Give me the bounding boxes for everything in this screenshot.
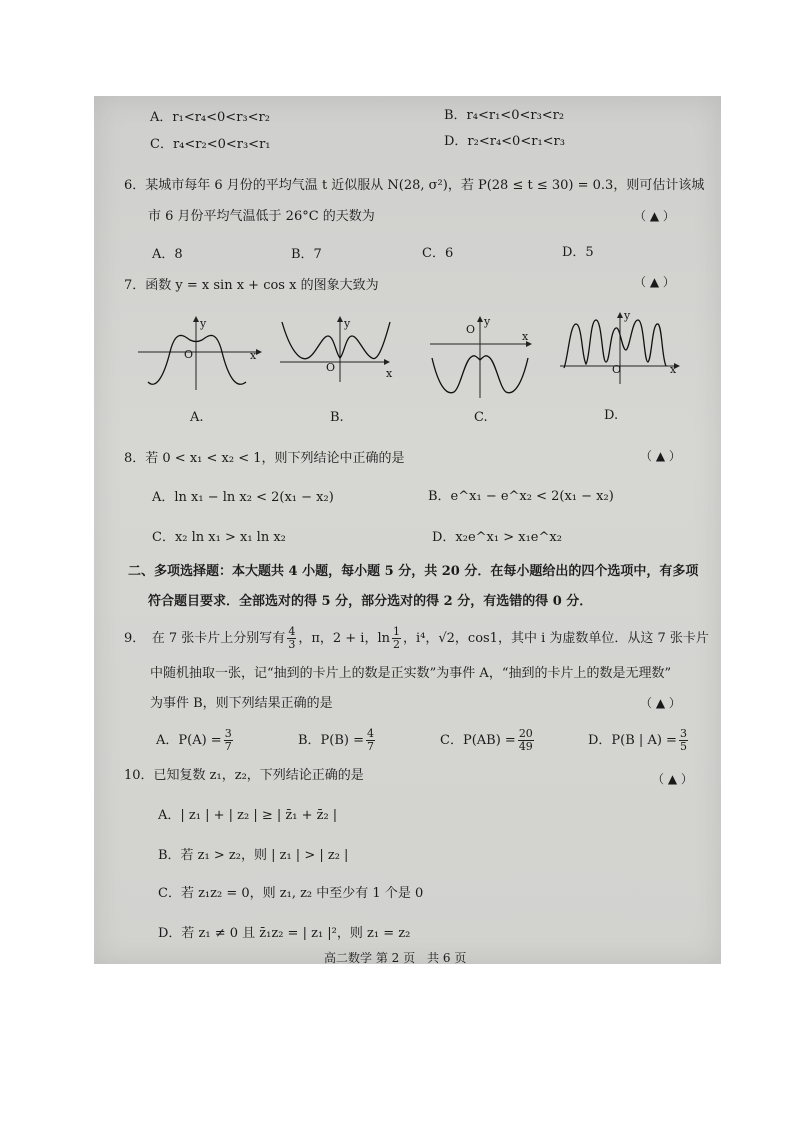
q9-b-prefix: B．P(B) =	[298, 733, 365, 748]
q7-graph-b	[280, 314, 392, 384]
q7-answer-mark: （ ▲ ）	[634, 275, 675, 289]
q7-c-x-label: x	[522, 330, 529, 343]
q9-answer-mark: （ ▲ ）	[640, 696, 681, 710]
q6-option-a: A．8	[152, 247, 183, 262]
section2-heading-line1: 二、多项选择题：本大题共 4 小题，每小题 5 分，共 20 分．在每小题给出的四个选项中，有多项	[128, 564, 699, 579]
graph-curve	[148, 335, 246, 384]
section2-heading-line2: 符合题目要求．全部选对的得 5 分，部分选对的得 2 分，有选错的得 0 分．	[148, 594, 593, 609]
q7-graph-c	[430, 314, 534, 400]
q9-stem-mid1: ，π，2 + i，ln	[298, 631, 390, 646]
q7-a-y-label: y	[200, 317, 207, 330]
denominator: 7	[367, 740, 375, 753]
q5-option-b: B．r₄<r₁<0<r₃<r₂	[444, 108, 565, 123]
q9-option-c	[440, 728, 536, 753]
numerator: 20	[518, 727, 533, 740]
q7-option-a-label: A.	[190, 410, 204, 425]
graph-curve	[282, 322, 390, 359]
q5-option-a: A．r₁<r₄<0<r₃<r₂	[150, 110, 270, 125]
q7-b-origin-label: O	[326, 361, 336, 374]
q8-option-a: A．ln x₁ − ln x₂ < 2(x₁ − x₂)	[152, 490, 334, 505]
denominator: 7	[224, 740, 232, 753]
q7-b-y-label: y	[344, 317, 351, 330]
y-arrow	[617, 312, 623, 318]
q6-option-b: B．7	[291, 247, 322, 262]
q7-stem: 7．函数 y = x sin x + cos x 的图象大致为	[124, 278, 379, 293]
graph-curve	[564, 320, 666, 368]
q7-option-b-label: B.	[330, 410, 344, 425]
q10-option-c: C．若 z₁z₂ = 0，则 z₁, z₂ 中至少有 1 个是 0	[158, 886, 424, 901]
q9-stem-line2: 中随机抽取一张，记“抽到的卡片上的数是正实数”为事件 A，“抽到的卡片上的数是无理数”	[150, 666, 672, 681]
q9-stem-pre: 9． 在 7 张卡片上分别写有	[124, 631, 286, 646]
y-arrow	[193, 316, 199, 322]
q9-stem-line1	[124, 626, 709, 651]
q10-option-d: D．若 z₁ ≠ 0 且 z̄₁z₂ = | z₁ |²，则 z₁ = z₂	[158, 926, 411, 941]
q8-answer-mark: （ ▲ ）	[640, 449, 681, 463]
q7-c-origin-label: O	[466, 323, 476, 336]
q7-option-c-label: C.	[474, 410, 488, 425]
denominator: 49	[518, 740, 533, 753]
q8-option-c: C．x₂ ln x₁ > x₁ ln x₂	[152, 530, 286, 545]
q7-c-y-label: y	[484, 315, 491, 328]
q5-option-c: C．r₄<r₂<0<r₃<r₁	[150, 137, 271, 152]
q9-c-prefix: C．P(AB) =	[440, 733, 516, 748]
q9-d-fraction	[679, 728, 688, 753]
numerator: 1	[392, 625, 400, 638]
q6-option-d: D．5	[562, 245, 594, 260]
denominator: 2	[392, 638, 400, 651]
q9-c-fraction	[518, 728, 534, 753]
q6-option-c: C．6	[422, 246, 454, 261]
q9-a-fraction	[224, 728, 233, 753]
q7-option-d-label: D.	[604, 408, 619, 423]
q10-stem: 10．已知复数 z₁，z₂，下列结论正确的是	[124, 768, 364, 783]
q7-graph-d	[560, 310, 684, 386]
numerator: 3	[679, 727, 687, 740]
q6-stem-line2: 市 6 月份平均气温低于 26°C 的天数为	[148, 209, 375, 224]
q10-answer-mark: （ ▲ ）	[652, 772, 693, 786]
q10-option-b: B．若 z₁ > z₂，则 | z₁ | > | z₂ |	[158, 848, 349, 863]
q9-stem-line3: 为事件 B，则下列结果正确的是	[150, 696, 333, 711]
q10-option-a: A．| z₁ | + | z₂ | ≥ | z̄₁ + z̄₂ |	[158, 808, 338, 823]
denominator: 5	[679, 740, 687, 753]
q7-a-x-label: x	[250, 349, 257, 362]
q7-d-x-label: x	[670, 363, 677, 376]
q9-fraction-1-2	[392, 626, 401, 651]
q8-option-b: B．e^x₁ − e^x₂ < 2(x₁ − x₂)	[428, 489, 614, 504]
q6-stem-line1: 6．某城市每年 6 月份的平均气温 t 近似服从 N(28, σ²)，若 P(28 ≤ t ≤ 30) = 0.3，则可估计该城	[124, 178, 705, 193]
q9-option-d	[588, 728, 690, 753]
q8-option-d: D．x₂e^x₁ > x₁e^x₂	[432, 530, 562, 545]
q7-d-y-label: y	[624, 309, 631, 322]
q9-d-prefix: D．P(B | A) =	[588, 733, 677, 748]
x-arrow	[384, 359, 390, 365]
denominator: 3	[288, 638, 296, 651]
q6-answer-mark: （ ▲ ）	[634, 209, 675, 223]
page-footer: 高二数学 第 2 页 共 6 页	[324, 951, 467, 965]
q9-stem-mid2: ，i⁴，√2，cos1，其中 i 为虚数单位．从这 7 张卡片	[402, 631, 709, 646]
q7-d-origin-label: O	[612, 363, 622, 376]
q9-option-b	[298, 728, 377, 753]
q9-a-prefix: A．P(A) =	[156, 733, 222, 748]
y-arrow	[477, 316, 483, 322]
q7-a-origin-label: O	[184, 348, 194, 361]
q8-stem: 8．若 0 < x₁ < x₂ < 1，则下列结论中正确的是	[124, 451, 405, 466]
q7-b-x-label: x	[386, 367, 393, 380]
y-arrow	[337, 316, 343, 322]
x-arrow	[256, 349, 262, 355]
q9-fraction-4-3	[287, 626, 296, 651]
numerator: 3	[224, 727, 232, 740]
q9-option-a	[156, 728, 235, 753]
q9-b-fraction	[366, 728, 375, 753]
q5-option-d: D．r₂<r₄<0<r₁<r₃	[444, 134, 565, 149]
numerator: 4	[367, 727, 375, 740]
numerator: 4	[288, 625, 296, 638]
